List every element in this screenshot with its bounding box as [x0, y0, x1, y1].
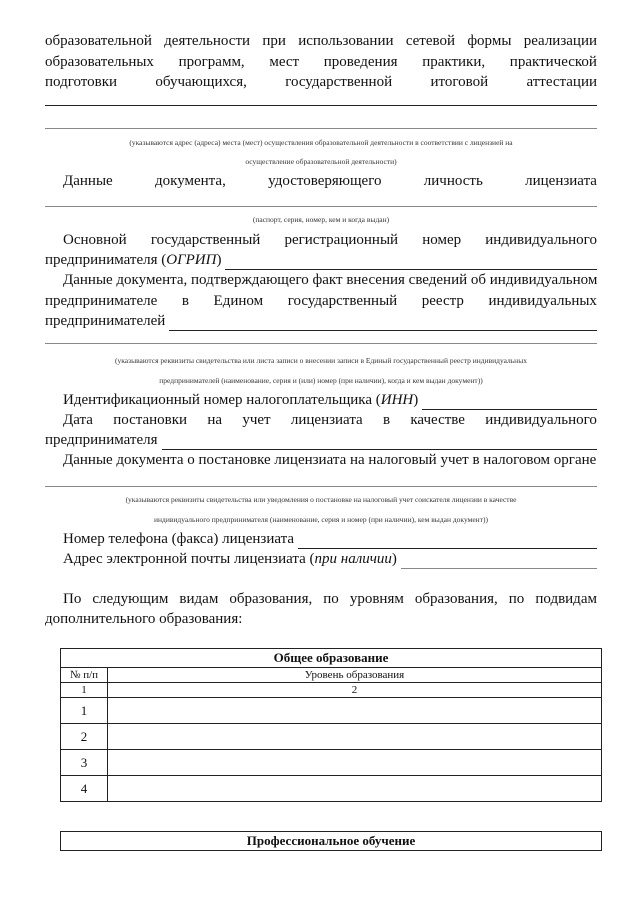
- email-line: Адрес электронной почты лицензиата ( при наличии ): [45, 549, 597, 569]
- table-row: [61, 750, 602, 776]
- caption-tax-1: (указываются реквизиты свидетельства или уведомления о постановке на налоговый учет соискателя лицензии в качестве: [125, 495, 517, 504]
- egrip-field[interactable]: [169, 315, 597, 331]
- caption-egrip-1: (указываются реквизиты свидетельства или листа записи о внесении записи в Единый государственный реестр индивидуальных: [115, 356, 527, 365]
- ogrnip-field[interactable]: [225, 254, 597, 270]
- level-cell[interactable]: [108, 750, 602, 776]
- address-field-line[interactable]: [45, 105, 597, 106]
- tax-registration-line-2: предпринимателя: [45, 430, 597, 450]
- inn-line: Идентификационный номер налогоплательщика ( ИНН ): [45, 390, 597, 410]
- row-number: 3: [61, 750, 108, 776]
- egrip-line-3: предпринимателей: [45, 311, 597, 331]
- caption-passport: (паспорт, серия, номер, кем и когда выдан): [252, 215, 390, 224]
- tax-registration-line-1: Дата постановки на учет лицензиата в качестве индивидуального: [63, 412, 597, 428]
- paragraph-line-1: образовательной деятельности при использовании сетевой формы реализации: [45, 33, 597, 49]
- column-index-2: 2: [108, 683, 602, 698]
- education-kinds-line-2: дополнительного образования:: [45, 611, 243, 627]
- table-title: Профессиональное обучение: [61, 832, 602, 851]
- table-row: [61, 776, 602, 802]
- egrip-line-2: предпринимателе в Едином государственный реестр индивидуальных: [45, 293, 597, 309]
- education-kinds-line-1: По следующим видам образования, по уровням образования, по подвидам: [63, 591, 597, 607]
- row-number: 4: [61, 776, 108, 802]
- tax-document-field-line[interactable]: [45, 486, 597, 487]
- email-field[interactable]: [401, 553, 597, 569]
- tax-registration-field[interactable]: [162, 434, 598, 450]
- paragraph-line-3: подготовки обучающихся, государственной итоговой аттестации: [45, 74, 597, 90]
- inn-field[interactable]: [422, 394, 597, 410]
- phone-field[interactable]: [298, 533, 597, 549]
- caption-egrip-2: предпринимателей (наименование, серия и (или) номер (при наличии), когда и кем выдан документ)): [159, 376, 483, 385]
- row-number: 2: [61, 724, 108, 750]
- column-header-level: Уровень образования: [108, 668, 602, 683]
- level-cell[interactable]: [108, 776, 602, 802]
- table-title: Общее образование: [61, 649, 602, 668]
- level-cell[interactable]: [108, 698, 602, 724]
- paragraph-line-2: образовательных программ, мест проведения практики, практической: [45, 54, 597, 70]
- ogrnip-line-1: Основной государственный регистрационный номер индивидуального: [63, 232, 597, 248]
- ogrnip-line-2: предпринимателя ( ОГРИП ): [45, 250, 597, 270]
- caption-address-2: осуществление образовательной деятельности): [245, 157, 397, 166]
- table-row: [61, 698, 602, 724]
- egrip-field-line-2[interactable]: [45, 343, 597, 344]
- general-education-table: [60, 648, 602, 802]
- vocational-training-table: [60, 831, 602, 851]
- tax-document-line: Данные документа о постановке лицензиата на налоговый учет в налоговом органе: [63, 452, 597, 468]
- identity-document-line: Данные документа, удостоверяющего личность лицензиата: [63, 173, 597, 189]
- caption-tax-2: индивидуального предпринимателя (наименование, серия и номер (при наличии), кем выдан документ)): [154, 515, 488, 524]
- phone-line: Номер телефона (факса) лицензиата: [45, 529, 597, 549]
- egrip-line-1: Данные документа, подтверждающего факт внесения сведений об индивидуальном: [63, 272, 598, 288]
- table-row: [61, 724, 602, 750]
- caption-address-1: (указываются адрес (адреса) места (мест) осуществления образовательной деятельности в соответствии с лицензией на: [129, 138, 513, 147]
- column-header-number: № п/п: [61, 668, 108, 683]
- identity-field-line[interactable]: [45, 206, 597, 207]
- row-number: 1: [61, 698, 108, 724]
- level-cell[interactable]: [108, 724, 602, 750]
- address-field-line-2[interactable]: [45, 128, 597, 129]
- column-index-1: 1: [61, 683, 108, 698]
